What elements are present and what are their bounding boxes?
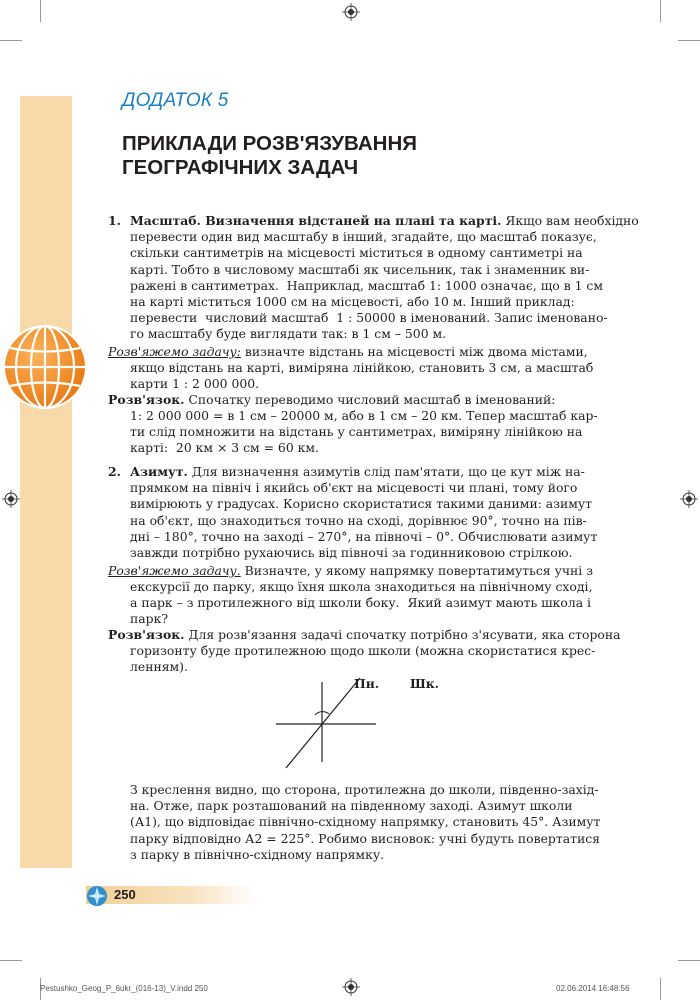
school-label: Шк. [410, 676, 439, 691]
text-line: Для визначення азимутів слід пам'ятати, що це кут між на- [187, 464, 585, 479]
globe-icon [0, 322, 90, 412]
crop-mark [660, 0, 661, 22]
task-block-cont [130, 579, 592, 628]
text-line: екскурсії до парку, якщо їхня школа знаходиться на північному сході, [130, 579, 593, 594]
section-scale-number: 1. [108, 213, 121, 228]
text-line: Якщо вам необхідно [501, 213, 639, 228]
text-line: парку відповідно А2 = 225°. Робимо висновок: учні будуть повертатися [130, 830, 600, 846]
page-title-line: ГЕОГРАФІЧНИХ ЗАДАЧ [122, 156, 359, 179]
registration-mark-icon [680, 490, 698, 508]
text-line: ти слід помножити на відстань у сантиметрах, виміряну лінійкою на [130, 424, 583, 440]
paragraph-line [108, 563, 593, 579]
page-title [122, 132, 417, 180]
solution-block [108, 392, 555, 408]
text-line: визначте відстань на місцевості між двома містами, [240, 344, 588, 359]
task-label: Розв'яжемо задачу: [108, 344, 241, 359]
crop-mark [678, 40, 700, 41]
registration-mark-icon [2, 490, 20, 508]
paragraph-line [108, 344, 588, 360]
crop-mark [0, 960, 22, 961]
text-line: З креслення видно, що сторона, протилежна до школи, південно-захід- [130, 782, 599, 797]
print-file-info: Pestushko_Geog_P_6ukr_(016-13)_V.indd 250 [40, 984, 208, 993]
section-scale [130, 213, 639, 343]
crop-mark [40, 0, 41, 22]
print-date-info: 02.06.2014 16:48:56 [556, 984, 630, 993]
section-title: Масштаб. Визначення відстаней на плані та карті. [130, 213, 502, 228]
text-line: карті: 20 км × 3 см = 60 км. [130, 440, 319, 456]
appendix-label: ДОДАТОК 5 [122, 90, 229, 111]
azimuth-diagram-lines [270, 676, 460, 776]
text-line: 1: 2 000 000 = в 1 см – 20000 м, або в 1 см – 20 км. Тепер масштаб кар- [130, 408, 598, 423]
text-line: Визначте, у якому напрямку повертатимуться учні з [240, 563, 593, 578]
text-line: з парку в північно-східному напрямку. [130, 846, 385, 862]
text-line: го масштабу буде виглядати так: в 1 см – 500 м. [130, 326, 447, 342]
registration-mark-icon [342, 3, 360, 21]
crop-mark [678, 960, 700, 961]
task-label: Розв'яжемо задачу. [108, 563, 241, 578]
text-line: Спочатку переводимо числовий масштаб в іменований: [184, 392, 556, 407]
text-line: горизонту буде протилежною щодо школи (можна скористатися крес- [130, 643, 596, 658]
text-line: ленням). [130, 659, 188, 675]
text-line: Для розв'язання задачі спочатку потрібно з'ясувати, яка сторона [184, 627, 621, 642]
solution-label: Розв'язок. [108, 627, 185, 642]
text-line: скільки сантиметрів на місцевості міститься в одному сантиметрі на [130, 245, 583, 261]
compass-star-icon [86, 885, 108, 907]
section-azimuth [130, 464, 597, 561]
side-color-bar [20, 96, 72, 868]
crop-mark [660, 978, 661, 1000]
paragraph-line [130, 213, 639, 229]
text-line: на. Отже, парк розташований на південному заході. Азимут школи [130, 798, 573, 814]
text-line: вимірюють у градусах. Корисно скористатися такими даними: азимут [130, 496, 592, 512]
page-number-band [86, 886, 256, 904]
paragraph-line [108, 392, 555, 408]
page-number: 250 [114, 887, 136, 902]
registration-mark-icon [342, 978, 360, 996]
text-line: карти 1 : 2 000 000. [130, 376, 260, 392]
paragraph-line [130, 464, 597, 480]
solution-label: Розв'язок. [108, 392, 185, 407]
section-azimuth-number: 2. [108, 464, 121, 479]
task-block-cont [130, 360, 593, 392]
task-block [108, 344, 588, 360]
paragraph-line [108, 627, 621, 643]
school-park-line [286, 678, 360, 768]
text-line: прямком на північ і якийсь об'єкт на місцевості чи плані, тому його [130, 480, 578, 496]
north-label: Пн. [354, 676, 380, 691]
solution-block [108, 627, 621, 643]
text-line: на карті міститься 1000 см на місцевості, або 10 м. Інший приклад: [130, 294, 575, 310]
text-line: ражені в сантиметрах. Наприклад, масштаб 1: 1000 означає, що в 1 см [130, 277, 604, 293]
text-line: а парк – з протилежного від школи боку. Який азимут мають школа і [130, 595, 592, 611]
text-line: карті. Тобто в числовому масштабі як чисельник, так і знаменник ви- [130, 261, 590, 277]
text-line: якщо відстань на карті, виміряна лінійкою, становить 3 см, а масштаб [130, 360, 594, 375]
task-block [108, 563, 593, 579]
page-title-line: ПРИКЛАДИ РОЗВ'ЯЗУВАННЯ [122, 132, 417, 155]
text-line: (А1), що відповідає північно-східному напрямку, становить 45°. Азимут [130, 814, 601, 830]
text-line: дні – 180°, точно на заході – 270°, на півночі – 0°. Обчислювати азимут [130, 528, 598, 544]
text-line: парк? [130, 611, 168, 627]
text-line: завжди потрібно рухаючись від півночі за годинниковою стрілкою. [130, 545, 573, 561]
text-line: на об'єкт, що знаходиться точно на сході, дорівнює 90°, точно на пів- [130, 512, 587, 528]
section-title: Азимут. [130, 464, 188, 479]
solution-block-cont [130, 408, 598, 457]
azimuth-diagram [270, 676, 460, 776]
text-line: перевести числовий масштаб 1 : 50000 в іменований. Запис іменовано- [130, 310, 608, 326]
crop-mark [0, 40, 22, 41]
text-line: перевести один вид масштабу в інший, згадайте, що масштаб показує, [130, 229, 597, 245]
solution-block-cont [130, 643, 595, 675]
conclusion-block [130, 782, 600, 863]
